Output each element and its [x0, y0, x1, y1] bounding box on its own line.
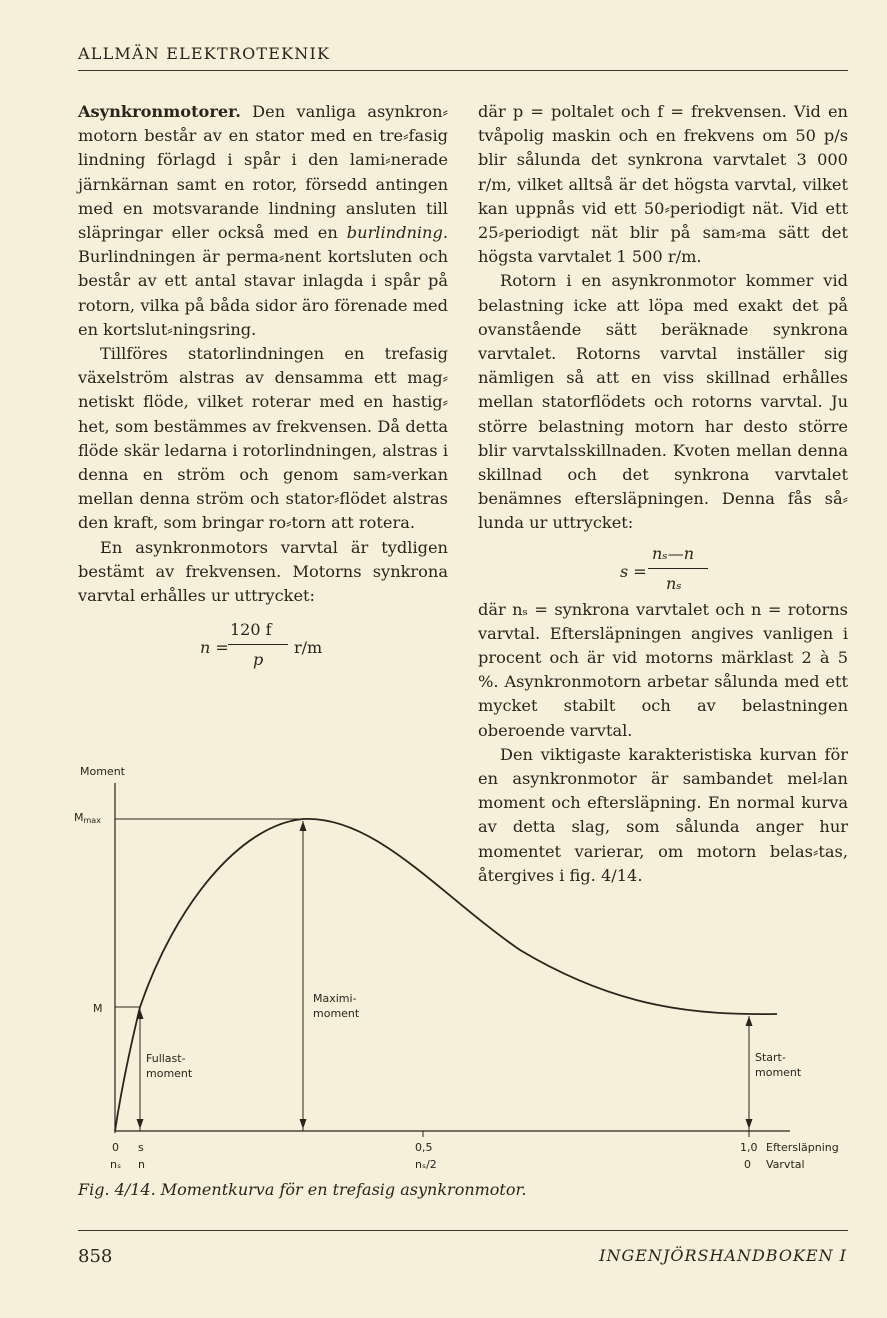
paragraph-karakteristik: Den viktigaste karakteristiska kurvan för en asynkronmotor är sambandet mel⸗lan moment och eftersläpning. En normal kurva av detta slag, som sålunda anger hur momentet varierar, om motorn belas⸗tas, återgives i fig. 4/14.: [478, 744, 848, 885]
formula-lhs: n =: [200, 638, 229, 658]
paragraph-text: Den vanliga asynkron⸗motorn består av en stator med en tre⸗fasig lindning förlagd i spår i den lami⸗nerade järnkärnan samt en rotor, försedd antingen med en motsvarande lindning ansluten till släpringar eller också med en: [78, 102, 448, 243]
x-tick-0: 0: [112, 1141, 119, 1154]
paragraph-text: Burlindningen är perma⸗nent kortsluten och består av ett antal stavar inlagda i spår på rotorn, vilka på båda sidor äro förenade med en kortslut⸗ningsring.: [78, 247, 448, 339]
maximoment-label-1: Maximi-: [313, 992, 357, 1005]
arrowhead: [300, 1119, 307, 1129]
formula-denominator: nₛ: [666, 573, 682, 593]
x-tick-ns: nₛ: [110, 1158, 122, 1171]
x-tick-n: n: [138, 1158, 145, 1171]
fraction-line: [648, 568, 708, 569]
m-label: M: [93, 1002, 103, 1015]
left-column: [78, 100, 448, 678]
arrowhead: [300, 821, 307, 831]
mmax-label: Mmax: [74, 811, 101, 825]
x-tick-10: 1,0: [740, 1141, 758, 1154]
x-axis-label-speed: Varvtal: [766, 1158, 805, 1171]
running-head: ALLMÄN ELEKTROTEKNIK: [78, 44, 331, 63]
moment-curve: [115, 819, 777, 1131]
arrowhead: [746, 1119, 753, 1129]
paragraph-poltal: där p = poltalet och f = frekvensen. Vid en tvåpolig maskin och en frekvens om 50 p/s blir sålunda det synkrona varvtalet 3 000 r/m, vilket alltså är det högsta varvtal, vilket kan uppnås vid ett 50⸗periodigt nät. Vid ett 25⸗periodigt nät blir på sam⸗ma sätt det högsta varvtalet 1 500 r/m.: [478, 102, 848, 267]
formula-numerator: nₛ—n: [652, 543, 694, 563]
book-title: INGENJÖRSHANDBOKEN I: [599, 1246, 847, 1265]
moment-curve-diagram: [60, 755, 860, 1175]
formula-numerator: 120 f: [230, 620, 272, 640]
formula-lhs: s =: [620, 561, 647, 581]
header-rule: [78, 70, 848, 71]
x-tick-05: 0,5: [415, 1141, 433, 1154]
figure-moment-curve: [60, 755, 860, 1175]
paragraph-varvtal: En asynkronmotors varvtal är tydligen bestämt av frekvensen. Motorns synkrona varvtal erhålles ur uttrycket:: [78, 537, 448, 606]
x-tick-zero-speed: 0: [744, 1158, 751, 1171]
x-tick-ns-half: nₛ/2: [415, 1158, 437, 1171]
formula-slip: [478, 536, 848, 598]
x-tick-s: s: [138, 1141, 144, 1154]
footer-rule: [78, 1230, 848, 1231]
start-label-2: moment: [755, 1066, 802, 1079]
fullast-label-1: Fullast-: [146, 1052, 186, 1065]
formula-unit: r/m: [294, 638, 323, 658]
x-axis-label-slip: Eftersläpning: [766, 1141, 839, 1154]
page-number: 858: [78, 1246, 113, 1267]
fullast-label-2: moment: [146, 1067, 193, 1080]
paragraph-eftersläpning: där nₛ = synkrona varvtalet och n = rotorns varvtal. Eftersläpningen angives vanligen i procent och är vid motorns märklast 2 à 5 %. Asynkronmotorn arbetar sålunda med ett mycket stabilt och av belastningen oberoende varvtal.: [478, 599, 848, 740]
paragraph-rotor: Rotorn i en asynkronmotor kommer vid belastning icke att löpa med exakt det på ovanstående sätt beräknade synkrona varvtalet. Rotorns varvtal inställer sig nämligen så att en viss skillnad erhålles mellan statorflödets och rotorns varvtal. Ju större belastning motorn har desto större blir varvtalsskillnaden. Kvoten mellan denna skillnad och det synkrona varvtalet benämnes eftersläpningen. Denna fås så⸗lunda ur uttrycket:: [478, 271, 848, 533]
run-in-heading: Asynkronmotorer.: [78, 102, 241, 121]
y-axis-label: Moment: [80, 765, 125, 778]
fraction-line: [228, 644, 288, 645]
figure-caption: Fig. 4/14. Momentkurva för en trefasig asynkronmotor.: [78, 1180, 527, 1199]
formula-denominator: p: [253, 650, 264, 670]
start-label-1: Start-: [755, 1051, 786, 1064]
term-burlindning: burlindning.: [346, 223, 448, 243]
formula-synchronous-speed: [78, 608, 448, 678]
paragraph-statorlindning: Tillföres statorlindningen en trefasig växelström alstras av densamma ett mag⸗netiskt flöde, vilket roterar med en hastig⸗het, som bestämmes av frekvensen. Då detta flöde skär ledarna i rotorlindningen, alstras i denna en ström och genom sam⸗verkan mellan denna ström och stator⸗flödet alstras den kraft, som bringar ro⸗torn att rotera.: [78, 344, 448, 533]
arrowhead: [137, 1119, 144, 1129]
arrowhead: [746, 1016, 753, 1026]
paragraph-asynkronmotorer: [78, 100, 448, 342]
maximoment-label-2: moment: [313, 1007, 360, 1020]
